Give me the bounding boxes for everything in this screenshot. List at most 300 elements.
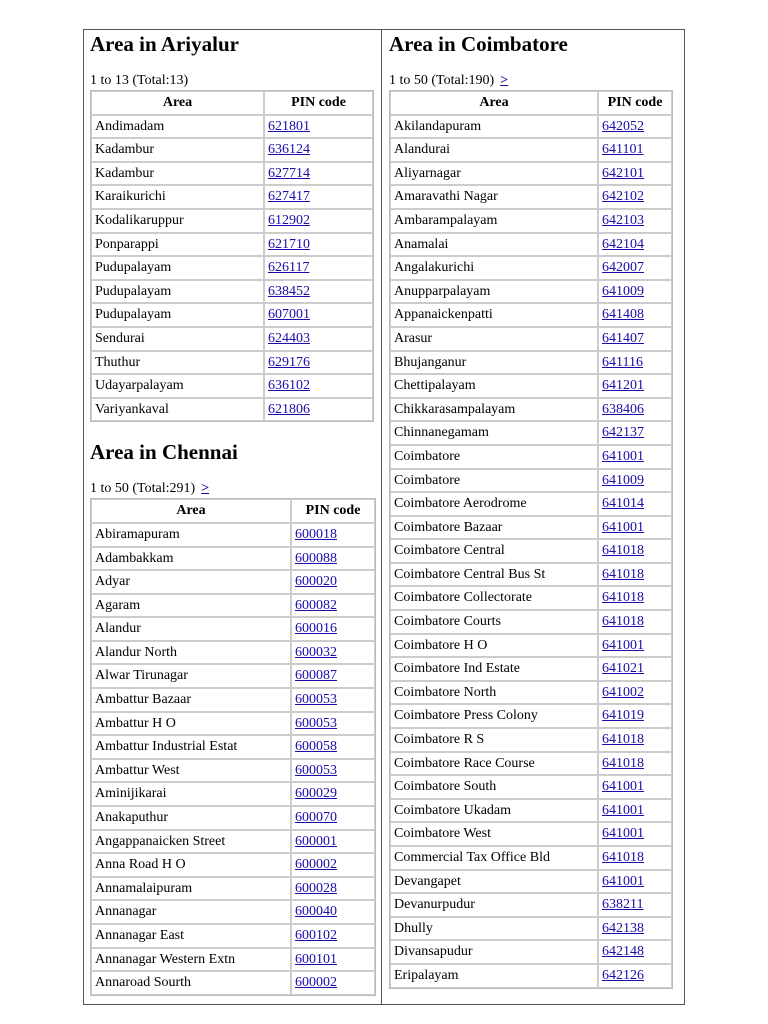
pin-code-cell xyxy=(291,712,375,736)
area-name-cell: Agaram xyxy=(91,594,291,618)
pin-code-link[interactable]: 600028 xyxy=(295,880,337,896)
pin-code-link[interactable]: 638406 xyxy=(602,401,644,417)
table-row xyxy=(390,233,672,257)
table-row xyxy=(390,539,672,563)
area-name-cell: Adambakkam xyxy=(91,547,291,571)
pin-code-link[interactable]: 612902 xyxy=(268,212,310,228)
pin-code-cell xyxy=(291,948,375,972)
pin-code-link[interactable]: 600087 xyxy=(295,668,337,684)
table-row xyxy=(390,586,672,610)
area-name-cell: Ambattur West xyxy=(91,759,291,783)
area-name-cell: Annanagar xyxy=(91,900,291,924)
pin-code-link[interactable]: 600020 xyxy=(295,574,337,590)
table-row xyxy=(390,280,672,304)
table-row xyxy=(390,115,672,139)
pin-code-link[interactable]: 600018 xyxy=(295,526,337,542)
table-row xyxy=(390,563,672,587)
table-row xyxy=(91,115,373,139)
right-column xyxy=(389,30,679,989)
pin-code-cell xyxy=(291,782,375,806)
pin-code-link[interactable]: 642102 xyxy=(602,189,644,205)
pin-code-link[interactable]: 600032 xyxy=(295,644,337,660)
table-header-row xyxy=(390,91,672,115)
pin-code-link[interactable]: 641408 xyxy=(602,307,644,323)
pin-code-cell xyxy=(598,893,672,917)
pin-code-cell xyxy=(291,617,375,641)
area-name-cell: Sendurai xyxy=(91,327,264,351)
table-row xyxy=(390,657,672,681)
table-row xyxy=(390,185,672,209)
pin-code-cell xyxy=(598,398,672,422)
pin-code-cell xyxy=(598,162,672,186)
range-info xyxy=(90,73,378,89)
table-row xyxy=(91,641,375,665)
pin-code-link[interactable]: 641001 xyxy=(602,448,644,464)
area-name-cell: Bhujanganur xyxy=(390,351,598,375)
pin-code-link[interactable]: 624403 xyxy=(268,330,310,346)
pin-code-cell xyxy=(264,280,373,304)
section-title: Area in Ariyalur xyxy=(90,32,239,56)
table-row xyxy=(91,924,375,948)
pin-code-link[interactable]: 641002 xyxy=(602,684,644,700)
area-name-cell: Coimbatore North xyxy=(390,681,598,705)
pin-code-cell xyxy=(598,917,672,941)
pin-code-link[interactable]: 642104 xyxy=(602,236,644,252)
area-name-cell: Coimbatore Race Course xyxy=(390,752,598,776)
area-name-cell: Chettipalayam xyxy=(390,374,598,398)
area-name-cell: Pudupalayam xyxy=(91,280,264,304)
area-name-cell: Coimbatore Ind Estate xyxy=(390,657,598,681)
area-name-cell: Kadambur xyxy=(91,162,264,186)
table-row xyxy=(91,735,375,759)
table-row xyxy=(91,256,373,280)
table-row xyxy=(91,712,375,736)
area-name-cell: Coimbatore Central xyxy=(390,539,598,563)
area-column-header: Area xyxy=(91,499,291,523)
pin-code-link[interactable]: 621806 xyxy=(268,401,310,417)
area-name-cell: Aminijikarai xyxy=(91,782,291,806)
table-row xyxy=(91,233,373,257)
pin-code-cell xyxy=(291,830,375,854)
table-row xyxy=(390,256,672,280)
pin-code-link[interactable]: 642126 xyxy=(602,967,644,983)
table-row xyxy=(91,185,373,209)
pin-code-cell xyxy=(598,846,672,870)
table-row xyxy=(91,351,373,375)
area-name-cell: Andimadam xyxy=(91,115,264,139)
pin-code-cell xyxy=(598,445,672,469)
pin-code-cell xyxy=(291,664,375,688)
table-row xyxy=(91,327,373,351)
range-text: 1 to 50 (Total:190) xyxy=(389,73,495,88)
pin-code-cell xyxy=(264,327,373,351)
section-coimbatore xyxy=(389,30,679,989)
pin-column-header: PIN code xyxy=(598,91,672,115)
pin-code-cell xyxy=(598,634,672,658)
table-row xyxy=(91,830,375,854)
area-name-cell: Chikkarasampalayam xyxy=(390,398,598,422)
pin-code-link[interactable]: 641001 xyxy=(602,519,644,535)
area-name-cell: Alwar Tirunagar xyxy=(91,664,291,688)
table-row xyxy=(91,782,375,806)
pin-code-cell xyxy=(598,563,672,587)
pin-code-link[interactable]: 600088 xyxy=(295,550,337,566)
table-row xyxy=(390,940,672,964)
pin-code-cell xyxy=(598,681,672,705)
pin-code-cell xyxy=(264,185,373,209)
pin-code-cell xyxy=(598,657,672,681)
area-name-cell: Kodalikaruppur xyxy=(91,209,264,233)
table-row xyxy=(91,570,375,594)
table-row xyxy=(390,445,672,469)
area-name-cell: Coimbatore South xyxy=(390,775,598,799)
pin-code-link[interactable]: 641101 xyxy=(602,142,644,158)
table-row xyxy=(91,303,373,327)
pin-code-cell xyxy=(598,704,672,728)
area-name-cell: Divansapudur xyxy=(390,940,598,964)
pin-code-link[interactable]: 641001 xyxy=(602,802,644,818)
pin-code-cell xyxy=(264,162,373,186)
pin-code-cell xyxy=(598,256,672,280)
pin-code-cell xyxy=(598,185,672,209)
pin-code-cell xyxy=(291,594,375,618)
area-name-cell: Angappanaicken Street xyxy=(91,830,291,854)
area-name-cell: Ambattur Industrial Estat xyxy=(91,735,291,759)
pin-code-cell xyxy=(291,924,375,948)
pin-code-cell xyxy=(264,351,373,375)
area-name-cell: Amaravathi Nagar xyxy=(390,185,598,209)
pin-code-link[interactable]: 641014 xyxy=(602,496,644,512)
table-row xyxy=(390,704,672,728)
table-body xyxy=(390,115,672,988)
next-page-link[interactable]: > xyxy=(201,481,210,497)
pin-code-link[interactable]: 641116 xyxy=(602,354,643,370)
table-row xyxy=(390,917,672,941)
pin-code-link[interactable]: 600001 xyxy=(295,833,337,849)
table-row xyxy=(91,398,373,422)
pin-code-cell xyxy=(598,374,672,398)
area-name-cell: Coimbatore Bazaar xyxy=(390,516,598,540)
area-name-cell: Kadambur xyxy=(91,138,264,162)
pin-code-cell xyxy=(291,759,375,783)
pin-code-cell xyxy=(291,853,375,877)
pin-column-header: PIN code xyxy=(291,499,375,523)
area-name-cell: Anakaputhur xyxy=(91,806,291,830)
pin-code-link[interactable]: 600082 xyxy=(295,597,337,613)
pin-code-link[interactable]: 641009 xyxy=(602,283,644,299)
pin-code-link[interactable]: 638211 xyxy=(602,897,644,913)
area-name-cell: Abiramapuram xyxy=(91,523,291,547)
pin-code-cell xyxy=(598,327,672,351)
pin-code-cell xyxy=(291,900,375,924)
area-column-header: Area xyxy=(91,91,264,115)
pin-code-link[interactable]: 600058 xyxy=(295,739,337,755)
area-name-cell: Alandur North xyxy=(91,641,291,665)
table-row xyxy=(91,374,373,398)
table-row xyxy=(390,469,672,493)
pin-code-link[interactable]: 636102 xyxy=(268,378,310,394)
area-name-cell: Alandur xyxy=(91,617,291,641)
table-row xyxy=(91,948,375,972)
pin-code-cell xyxy=(598,492,672,516)
pin-code-link[interactable]: 642052 xyxy=(602,118,644,134)
table-row xyxy=(390,681,672,705)
pin-code-link[interactable]: 600053 xyxy=(295,762,337,778)
pin-code-cell xyxy=(291,806,375,830)
table-row xyxy=(91,547,375,571)
area-name-cell: Ambattur Bazaar xyxy=(91,688,291,712)
pin-code-cell xyxy=(598,822,672,846)
table-row xyxy=(91,138,373,162)
table-row xyxy=(390,327,672,351)
table-row xyxy=(91,900,375,924)
table-row xyxy=(390,421,672,445)
pin-code-link[interactable]: 641018 xyxy=(602,543,644,559)
table-row xyxy=(91,594,375,618)
area-name-cell: Coimbatore West xyxy=(390,822,598,846)
pin-code-link[interactable]: 627714 xyxy=(268,165,310,181)
table-row xyxy=(390,893,672,917)
area-name-cell: Coimbatore H O xyxy=(390,634,598,658)
pin-code-cell xyxy=(598,303,672,327)
area-name-cell: Variyankaval xyxy=(91,398,264,422)
table-row xyxy=(390,398,672,422)
table-row xyxy=(390,516,672,540)
pin-code-cell xyxy=(291,877,375,901)
pin-code-link[interactable]: 641001 xyxy=(602,637,644,653)
pin-code-link[interactable]: 629176 xyxy=(268,354,310,370)
pin-code-link[interactable]: 642007 xyxy=(602,260,644,276)
pin-code-cell xyxy=(291,547,375,571)
pin-code-link[interactable]: 642137 xyxy=(602,425,644,441)
table-row xyxy=(390,138,672,162)
area-name-cell: Commercial Tax Office Bld xyxy=(390,846,598,870)
pin-code-link[interactable]: 642101 xyxy=(602,165,644,181)
pin-code-link[interactable]: 621710 xyxy=(268,236,310,252)
pin-column-header: PIN code xyxy=(264,91,373,115)
section-ariyalur xyxy=(90,30,378,422)
pin-code-link[interactable]: 641018 xyxy=(602,614,644,630)
range-info xyxy=(90,481,378,497)
pin-code-cell xyxy=(598,752,672,776)
area-name-cell: Coimbatore Press Colony xyxy=(390,704,598,728)
table-row xyxy=(390,374,672,398)
pin-code-link[interactable]: 641018 xyxy=(602,755,644,771)
area-name-cell: Annamalaipuram xyxy=(91,877,291,901)
area-name-cell: Karaikurichi xyxy=(91,185,264,209)
table-row xyxy=(91,688,375,712)
area-table xyxy=(389,90,673,989)
pin-code-cell xyxy=(598,940,672,964)
pin-code-cell xyxy=(264,138,373,162)
pin-code-cell xyxy=(291,570,375,594)
pin-code-cell xyxy=(264,398,373,422)
pin-code-link[interactable]: 642103 xyxy=(602,212,644,228)
section-title: Area in Chennai xyxy=(90,440,238,465)
pin-code-cell xyxy=(598,870,672,894)
pin-code-link[interactable]: 600002 xyxy=(295,857,337,873)
pin-code-link[interactable]: 627417 xyxy=(268,189,310,205)
pin-code-cell xyxy=(598,728,672,752)
table-row xyxy=(390,870,672,894)
area-name-cell: Annaroad Sourth xyxy=(91,971,291,995)
pin-code-cell xyxy=(264,115,373,139)
pin-code-cell xyxy=(598,539,672,563)
area-name-cell: Dhully xyxy=(390,917,598,941)
pin-code-cell xyxy=(264,374,373,398)
area-name-cell: Devanurpudur xyxy=(390,893,598,917)
area-name-cell: Anna Road H O xyxy=(91,853,291,877)
pin-code-link[interactable]: 600053 xyxy=(295,692,337,708)
table-row xyxy=(390,728,672,752)
table-row xyxy=(91,877,375,901)
pin-code-link[interactable]: 641001 xyxy=(602,826,644,842)
area-name-cell: Chinnanegamam xyxy=(390,421,598,445)
area-name-cell: Coimbatore Central Bus St xyxy=(390,563,598,587)
area-name-cell: Coimbatore R S xyxy=(390,728,598,752)
pin-code-cell xyxy=(291,735,375,759)
table-row xyxy=(390,303,672,327)
pin-code-link[interactable]: 641407 xyxy=(602,330,644,346)
area-name-cell: Adyar xyxy=(91,570,291,594)
area-name-cell: Alandurai xyxy=(390,138,598,162)
pin-code-link[interactable]: 636124 xyxy=(268,142,310,158)
area-name-cell: Pudupalayam xyxy=(91,256,264,280)
area-name-cell: Appanaickenpatti xyxy=(390,303,598,327)
area-table xyxy=(90,498,376,995)
area-name-cell: Coimbatore Collectorate xyxy=(390,586,598,610)
pin-code-cell xyxy=(598,469,672,493)
pin-code-cell xyxy=(598,775,672,799)
pin-code-link[interactable]: 642148 xyxy=(602,944,644,960)
pin-code-link[interactable]: 600102 xyxy=(295,928,337,943)
table-row xyxy=(91,664,375,688)
pin-code-cell xyxy=(598,280,672,304)
pin-code-cell xyxy=(598,233,672,257)
table-row xyxy=(91,280,373,304)
table-row xyxy=(91,806,375,830)
pin-code-link[interactable]: 638452 xyxy=(268,283,310,299)
pin-code-cell xyxy=(264,233,373,257)
table-row xyxy=(390,964,672,988)
pin-code-cell xyxy=(291,971,375,995)
left-column xyxy=(90,30,378,996)
area-name-cell: Coimbatore xyxy=(390,445,598,469)
pin-code-cell xyxy=(598,209,672,233)
table-row xyxy=(91,617,375,641)
area-name-cell: Eripalayam xyxy=(390,964,598,988)
next-page-link[interactable]: > xyxy=(500,73,509,88)
pin-code-link[interactable]: 621801 xyxy=(268,118,310,134)
pin-code-cell xyxy=(598,610,672,634)
column-divider xyxy=(381,29,382,1005)
area-name-cell: Annanagar Western Extn xyxy=(91,948,291,972)
pin-code-link[interactable]: 600101 xyxy=(295,951,337,967)
area-column-header: Area xyxy=(390,91,598,115)
pin-code-cell xyxy=(291,641,375,665)
pin-code-link[interactable]: 641019 xyxy=(602,708,644,724)
table-row xyxy=(390,634,672,658)
pin-code-cell xyxy=(598,799,672,823)
pin-code-cell xyxy=(598,115,672,139)
table-row xyxy=(390,209,672,233)
pin-code-link[interactable]: 641018 xyxy=(602,590,644,606)
pin-code-link[interactable]: 641018 xyxy=(602,850,644,865)
area-name-cell: Coimbatore Aerodrome xyxy=(390,492,598,516)
pin-code-cell xyxy=(598,138,672,162)
range-text: 1 to 13 (Total:13) xyxy=(90,73,189,88)
range-info xyxy=(389,73,679,89)
table-body xyxy=(91,115,373,422)
area-name-cell: Akilandapuram xyxy=(390,115,598,139)
table-row xyxy=(390,162,672,186)
area-name-cell: Coimbatore Courts xyxy=(390,610,598,634)
section-chennai xyxy=(90,438,378,995)
table-row xyxy=(91,759,375,783)
pin-code-link[interactable]: 642138 xyxy=(602,920,644,936)
table-row xyxy=(390,610,672,634)
table-row xyxy=(91,209,373,233)
pin-code-link[interactable]: 600053 xyxy=(295,715,337,731)
pin-code-cell xyxy=(598,964,672,988)
pin-code-cell xyxy=(291,688,375,712)
area-name-cell: Thuthur xyxy=(91,351,264,375)
table-body xyxy=(91,523,375,995)
table-row xyxy=(91,971,375,995)
table-header-row xyxy=(91,91,373,115)
area-name-cell: Ponparappi xyxy=(91,233,264,257)
table-row xyxy=(390,351,672,375)
pin-code-cell xyxy=(598,421,672,445)
table-row xyxy=(390,775,672,799)
table-row xyxy=(390,799,672,823)
pin-code-link[interactable]: 641009 xyxy=(602,472,644,488)
pin-code-link[interactable]: 641021 xyxy=(602,661,644,677)
pin-code-link[interactable]: 600029 xyxy=(295,786,337,802)
pin-code-link[interactable]: 641201 xyxy=(602,378,644,394)
area-table xyxy=(90,90,374,422)
table-row xyxy=(390,752,672,776)
table-row xyxy=(91,162,373,186)
table-row xyxy=(91,523,375,547)
range-text: 1 to 50 (Total:291) xyxy=(90,481,196,497)
pin-code-link[interactable]: 600070 xyxy=(295,810,337,826)
pin-code-link[interactable]: 641001 xyxy=(602,779,644,795)
area-name-cell: Ambattur H O xyxy=(91,712,291,736)
area-name-cell: Devangapet xyxy=(390,870,598,894)
pin-code-link[interactable]: 641018 xyxy=(602,566,644,582)
area-name-cell: Ambarampalayam xyxy=(390,209,598,233)
area-name-cell: Coimbatore Ukadam xyxy=(390,799,598,823)
pin-code-link[interactable]: 641001 xyxy=(602,873,644,889)
pin-code-link[interactable]: 626117 xyxy=(268,260,310,276)
pin-code-link[interactable]: 600040 xyxy=(295,904,337,920)
area-name-cell: Coimbatore xyxy=(390,469,598,493)
table-row xyxy=(390,822,672,846)
pin-code-cell xyxy=(264,209,373,233)
pin-code-cell xyxy=(291,523,375,547)
area-name-cell: Anupparpalayam xyxy=(390,280,598,304)
table-row xyxy=(390,846,672,870)
area-name-cell: Annanagar East xyxy=(91,924,291,948)
pin-code-link[interactable]: 600002 xyxy=(295,975,337,991)
area-name-cell: Angalakurichi xyxy=(390,256,598,280)
pin-code-link[interactable]: 600016 xyxy=(295,621,337,637)
pin-code-cell xyxy=(598,351,672,375)
pin-code-link[interactable]: 607001 xyxy=(268,307,310,323)
pin-code-link[interactable]: 641018 xyxy=(602,732,644,748)
pin-code-cell xyxy=(598,516,672,540)
